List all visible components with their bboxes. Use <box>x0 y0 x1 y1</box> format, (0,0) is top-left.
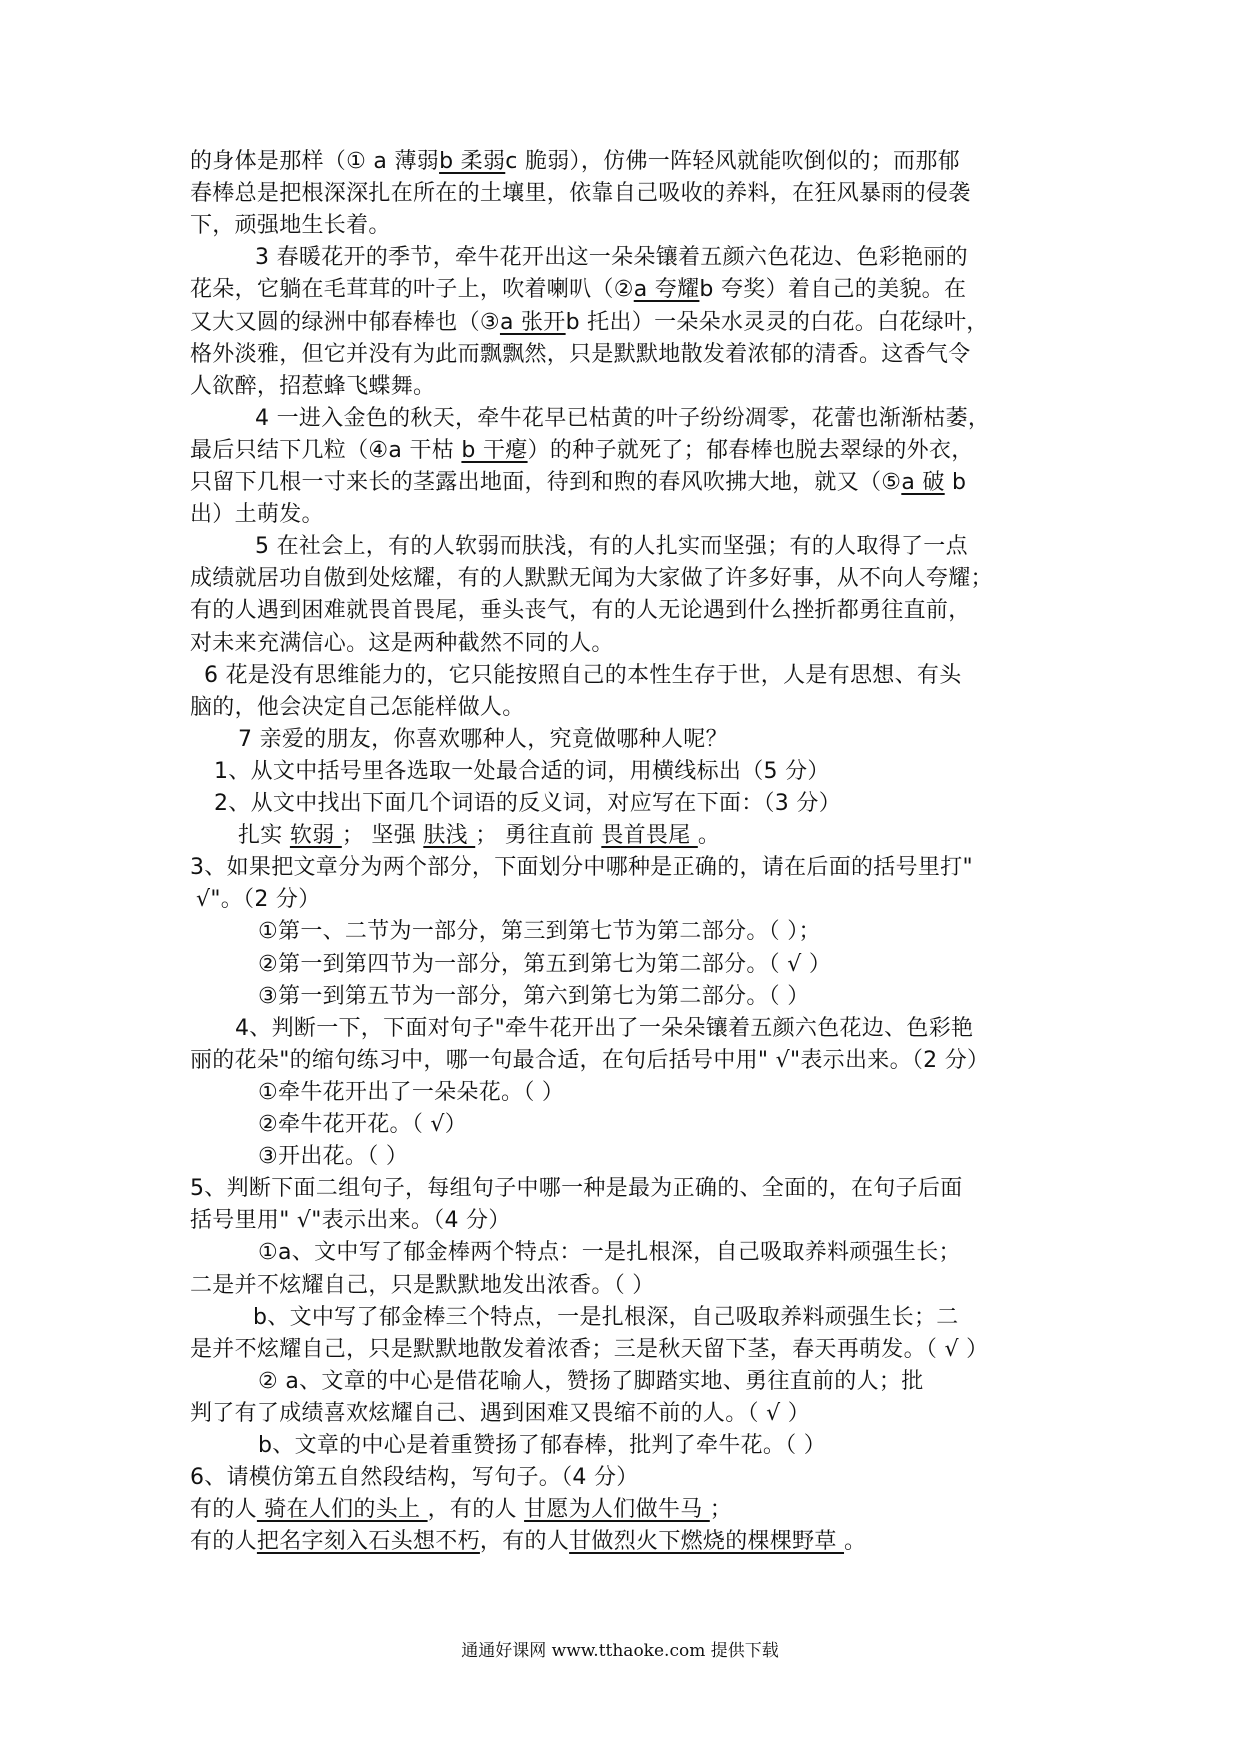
text-segment: ②第一到第四节为一部分，第五到第七为第二部分。（ √ ） <box>258 951 832 977</box>
text-segment: b、文章的中心是着重赞扬了郁春棒，批判了牵牛花。（ ） <box>258 1433 827 1458</box>
text-line <box>255 533 968 561</box>
text-segment: 二是并不炫耀自己，只是默默地发出浓香。（ ） <box>190 1272 655 1298</box>
text-line <box>190 148 960 176</box>
underlined-answer: 骑在人们的头上 <box>256 1497 428 1523</box>
text-segment: 4、判断一下，下面对句子"牵牛花开出了一朵朵镶着五颜六色花边、色彩艳 <box>235 1015 974 1041</box>
text-segment: 。 <box>697 823 721 849</box>
text-line <box>190 212 391 240</box>
text-line <box>190 1175 963 1203</box>
text-segment: 扎实 <box>238 823 290 849</box>
text-segment: 6 花是没有思维能力的，它只能按照自己的本性生存于世，人是有思想、有头 <box>204 662 962 688</box>
text-segment: 只留下几根一寸来长的茎露出地面，待到和煦的春风吹拂大地，就又（⑤ <box>190 470 902 495</box>
text-line <box>190 854 973 882</box>
underlined-answer: 把名字刻入石头想不朽 <box>256 1529 480 1555</box>
text-line <box>190 341 971 369</box>
text-segment: 对未来充满信心。这是两种截然不同的人。 <box>190 630 614 656</box>
text-segment: 是并不炫耀自己，只是默默地散发着浓香；三是秋天留下茎，春天再萌发。（ √ ） <box>190 1336 989 1362</box>
underlined-answer: 甘愿为人们做牛马 <box>524 1497 710 1523</box>
text-segment: ； 坚强 <box>341 823 424 849</box>
underlined-answer: b 干瘪 <box>461 437 528 463</box>
text-segment: 有的人 <box>190 1497 257 1523</box>
underlined-answer: a 夸耀 <box>633 277 700 303</box>
underlined-answer: a 张开 <box>499 309 566 335</box>
text-line <box>190 437 974 465</box>
text-segment: 5 在社会上，有的人软弱而肤浅，有的人扎实而坚强；有的人取得了一点 <box>255 534 968 560</box>
text-segment: ①a、文中写了郁金棒两个特点：一是扎根深，自己吸取养料顽强生长； <box>258 1240 961 1266</box>
text-segment: ①第一、二节为一部分，第三到第七节为第二部分。（ ）； <box>258 919 821 945</box>
text-segment: 2、从文中找出下面几个词语的反义词，对应写在下面：（3 分） <box>214 791 841 816</box>
text-line <box>190 565 993 593</box>
text-segment: 1、从文中括号里各选取一处最合适的词，用横线标出（5 分） <box>214 758 830 784</box>
text-line <box>190 1272 655 1300</box>
text-line <box>258 1079 564 1107</box>
text-segment: ③开出花。（ ） <box>258 1144 409 1170</box>
text-line <box>190 276 966 304</box>
text-segment: 4 一进入金色的秋天，牵牛花早已枯黄的叶子纷纷凋零，花蕾也渐渐枯萎， <box>255 405 991 431</box>
text-line <box>258 1143 408 1171</box>
text-line <box>238 822 720 850</box>
text-segment: 成绩就居功自傲到处炫耀，有的人默默无闻为大家做了许多好事，从不向人夸耀； <box>190 566 993 592</box>
text-segment: b <box>944 470 967 495</box>
underlined-answer: 畏首畏尾 <box>601 823 698 849</box>
text-segment: b 夸奖）着自己的美貌。在 <box>699 277 967 303</box>
text-segment: 判了有了成绩喜欢炫耀自己、遇到困难又畏缩不前的人。（ √ ） <box>190 1400 811 1426</box>
text-segment: ，有的人 <box>479 1529 570 1555</box>
text-segment: 括号里用" √"表示出来。（4 分） <box>190 1208 511 1234</box>
text-line <box>190 1336 988 1364</box>
text-segment: 人欲醉，招惹蜂飞蝶舞。 <box>190 373 436 399</box>
text-segment: 丽的花朵"的缩句练习中，哪一句最合适，在句后括号中用" √"表示出来。（2 分） <box>190 1047 990 1073</box>
text-line <box>258 1368 924 1396</box>
text-segment: 脑的，他会决定自己怎能样做人。 <box>190 694 525 720</box>
text-segment: 5、判断下面二组句子，每组句子中哪一种是最为正确的、全面的，在句子后面 <box>190 1176 963 1202</box>
text-line <box>190 1528 866 1556</box>
text-line <box>190 1207 511 1235</box>
underlined-answer: a 破 <box>901 470 945 495</box>
page-footer: 通通好课网 www.tthaoke.com 提供下载 <box>461 1641 779 1661</box>
text-line <box>204 662 962 690</box>
text-line <box>190 597 971 625</box>
text-segment: 。 <box>844 1529 867 1555</box>
underlined-answer: 软弱 <box>289 823 342 849</box>
text-segment: 6、请模仿第五自然段结构，写句子。（4 分） <box>190 1465 639 1491</box>
text-segment: 的身体是那样（① a 薄弱 <box>190 149 440 174</box>
text-segment: 7 亲爱的朋友，你喜欢哪种人，究竟做哪种人呢？ <box>238 726 728 752</box>
text-line <box>190 309 989 337</box>
text-line <box>258 1111 467 1139</box>
text-line <box>190 180 971 208</box>
text-segment: c 脆弱），仿佛一阵轻风就能吹倒似的；而那郁 <box>505 149 960 174</box>
underlined-answer: 甘做烈火下燃烧的棵棵野草 <box>569 1529 845 1555</box>
text-segment: ①牵牛花开出了一朵朵花。（ ） <box>258 1079 565 1105</box>
text-line <box>190 1496 732 1524</box>
text-line <box>214 790 841 818</box>
text-line <box>190 373 435 401</box>
text-line <box>258 951 831 979</box>
text-line <box>255 244 968 272</box>
text-line <box>258 983 810 1011</box>
text-line <box>253 1304 959 1332</box>
text-line <box>190 501 324 529</box>
text-segment: 下，顽强地生长着。 <box>190 213 391 239</box>
text-line <box>258 918 821 946</box>
text-line <box>255 405 990 433</box>
text-segment: 出）土萌发。 <box>190 502 324 528</box>
text-segment: ； <box>709 1497 733 1523</box>
text-segment: 春棒总是把根深深扎在所在的土壤里，依靠自己吸收的养料，在狂风暴雨的侵袭 <box>190 181 971 207</box>
text-segment: b 托出）一朵朵水灵灵的白花。白花绿叶， <box>565 309 989 335</box>
underlined-answer: b 柔弱 <box>439 149 506 174</box>
text-segment: 有的人遇到困难就畏首畏尾，垂头丧气，有的人无论遇到什么挫折都勇往直前， <box>190 598 971 624</box>
text-segment: 花朵，它躺在毛茸茸的叶子上，吹着喇叭（② <box>190 277 634 303</box>
text-line <box>235 1015 973 1043</box>
text-line <box>190 630 614 658</box>
text-segment: 3 春暖花开的季节，牵牛花开出这一朵朵镶着五颜六色花边、色彩艳丽的 <box>255 245 968 271</box>
text-line <box>196 886 321 914</box>
text-line <box>190 1047 989 1075</box>
text-line <box>214 758 830 786</box>
text-segment: 最后只结下几粒（④a 干枯 <box>190 437 462 463</box>
text-line <box>190 1400 810 1428</box>
text-segment: ②牵牛花开花。（ √） <box>258 1112 468 1137</box>
underlined-answer: 肤浅 <box>423 823 476 849</box>
text-segment: ）的种子就死了；郁春棒也脱去翠绿的外衣， <box>527 437 974 463</box>
text-segment: 有的人 <box>190 1529 257 1555</box>
text-line <box>190 469 966 497</box>
text-segment: 3、如果把文章分为两个部分，下面划分中哪种是正确的，请在后面的括号里打" <box>190 855 973 881</box>
text-line <box>258 1239 961 1267</box>
text-segment: √"。（2 分） <box>196 887 321 913</box>
text-line <box>238 726 728 754</box>
text-segment: 又大又圆的绿洲中郁春棒也（③ <box>190 309 500 335</box>
text-segment: ② a、文章的中心是借花喻人，赞扬了脚踏实地、勇往直前的人；批 <box>258 1368 924 1394</box>
text-segment: ，有的人 <box>427 1497 525 1523</box>
text-segment: b、文中写了郁金棒三个特点，一是扎根深，自己吸取养料顽强生长；二 <box>253 1304 959 1330</box>
text-segment: ； 勇往直前 <box>475 823 602 849</box>
text-segment: 格外淡雅，但它并没有为此而飘飘然，只是默默地散发着浓郁的清香。这香气令 <box>190 341 971 367</box>
text-line <box>190 1464 639 1492</box>
text-line <box>190 694 525 722</box>
text-segment: ③第一到第五节为一部分，第六到第七为第二部分。（ ） <box>258 983 810 1009</box>
text-line <box>258 1432 826 1460</box>
